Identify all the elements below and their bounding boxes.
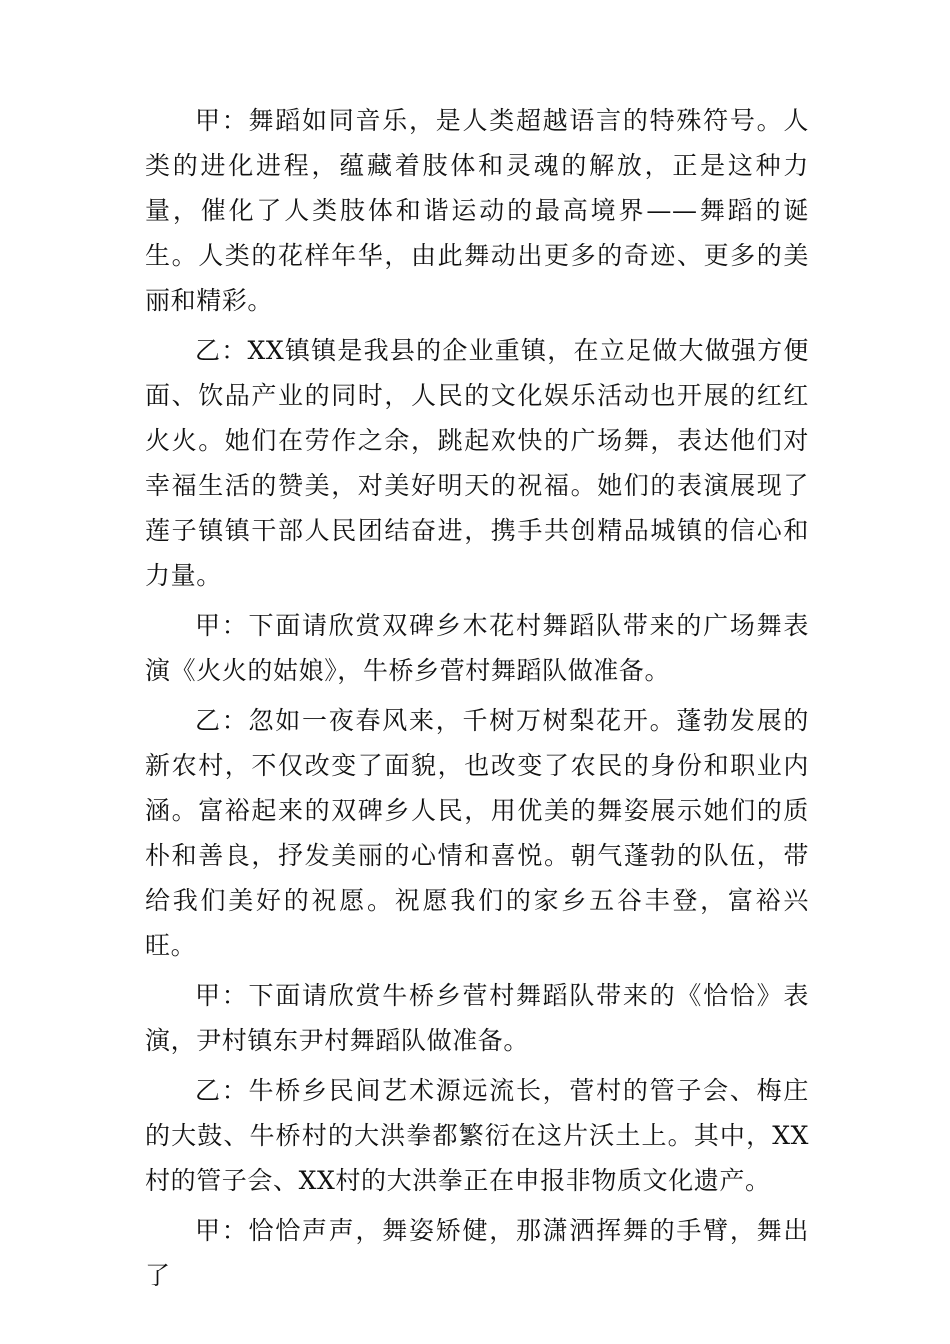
paragraph-2: 乙：XX镇镇是我县的企业重镇，在立足做大做强方便面、饮品产业的同时，人民的文化娱乐活动也开展的红红火火。她们在劳作之余，跳起欢快的广场舞，表达他们对幸福生活的赞美，对美好明天的祝福。她们的表演展现了莲子镇镇干部人民团结奋进，携手共创精品城镇的信心和力量。 <box>145 336 809 590</box>
paragraph-6: 乙：牛桥乡民间艺术源远流长，菅村的管子会、梅庄的大鼓、牛桥村的大洪拳都繁衍在这片沃土上。其中，XX村的管子会、XX村的大洪拳正在申报非物质文化遗产。 <box>145 1076 809 1195</box>
paragraph-5: 甲：下面请欣赏牛桥乡菅村舞蹈队带来的《恰恰》表演，尹村镇东尹村舞蹈队做准备。 <box>145 981 809 1055</box>
paragraph-3: 甲：下面请欣赏双碑乡木花村舞蹈队带来的广场舞表演《火火的姑娘》，牛桥乡菅村舞蹈队做准备。 <box>145 611 809 685</box>
document-body <box>145 98 809 1303</box>
paragraph-1: 甲：舞蹈如同音乐，是人类超越语言的特殊符号。人类的进化进程，蕴藏着肢体和灵魂的解放，正是这种力量，催化了人类肢体和谐运动的最高境界——舞蹈的诞生。人类的花样年华，由此舞动出更多的奇迹、更多的美丽和精彩。 <box>145 106 809 315</box>
paragraph-4: 乙：忽如一夜春风来，千树万树梨花开。蓬勃发展的新农村，不仅改变了面貌，也改变了农民的身份和职业内涵。富裕起来的双碑乡人民，用优美的舞姿展示她们的质朴和善良，抒发美丽的心情和喜悦。朝气蓬勃的队伍，带给我们美好的祝愿。祝愿我们的家乡五谷丰登，富裕兴旺。 <box>145 706 809 960</box>
paragraph-7: 甲：恰恰声声，舞姿矫健，那潇洒挥舞的手臂，舞出了 <box>145 1216 809 1290</box>
